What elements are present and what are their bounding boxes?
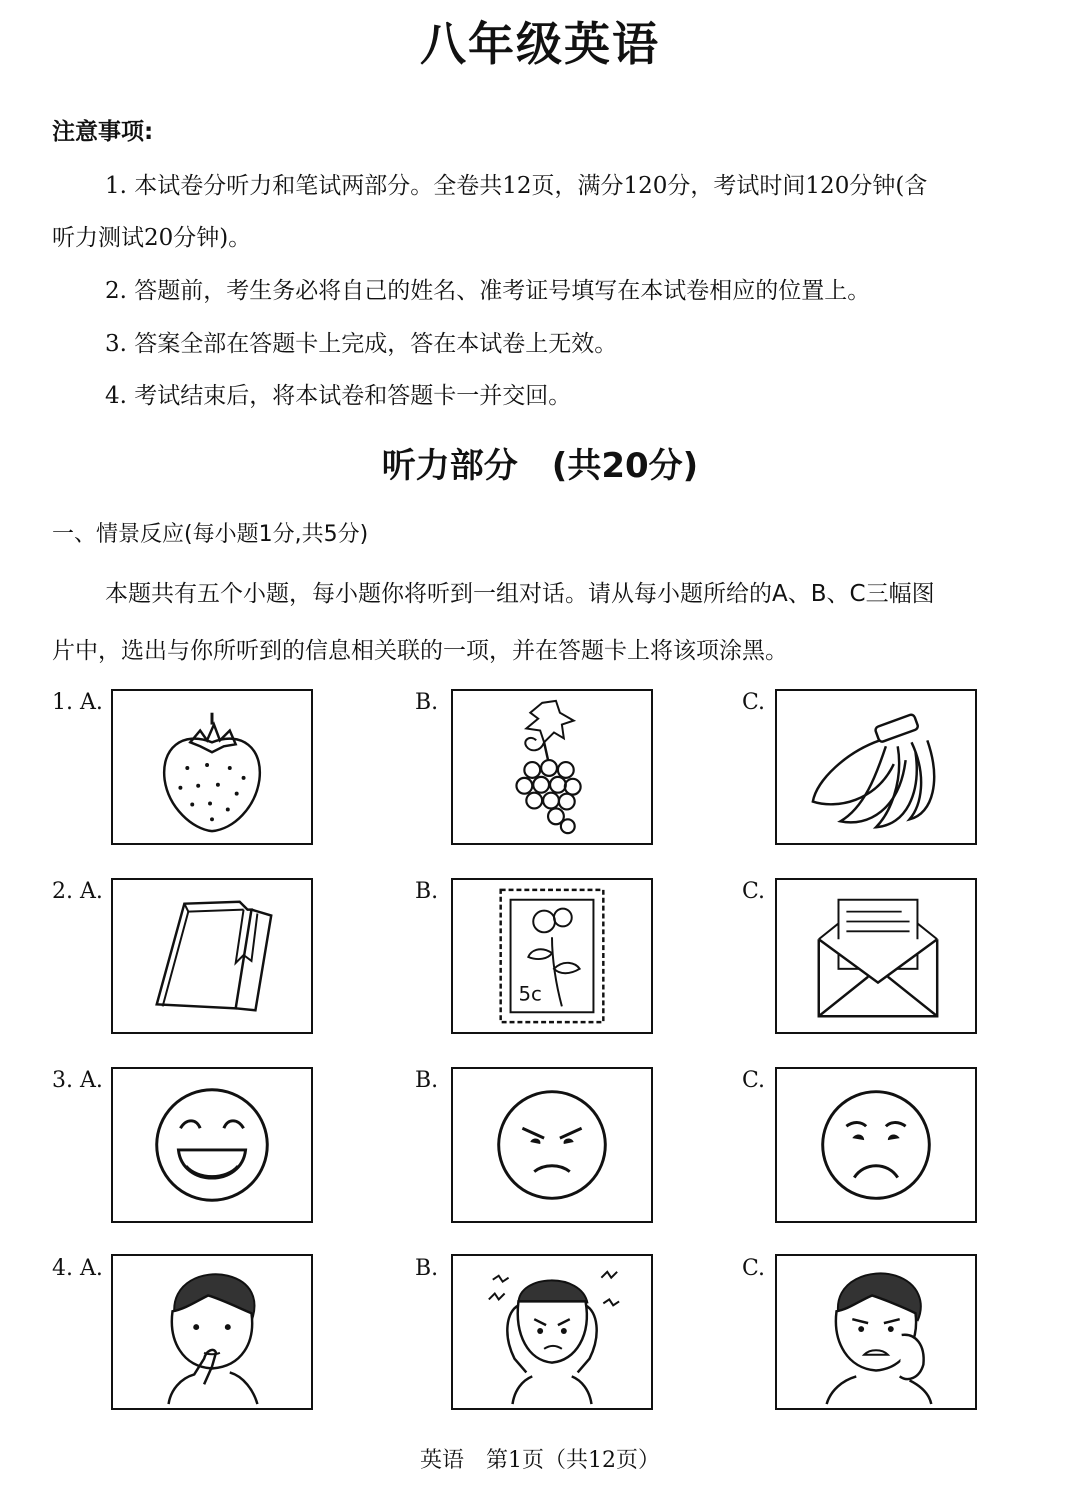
question-4-label: 4. A. [52, 1256, 103, 1281]
question-1-option-b[interactable] [451, 689, 653, 845]
notice-heading: 注意事项: [52, 119, 154, 145]
page-footer: 英语 第1页（共12页） [420, 1448, 660, 1473]
exam-title: 八年级英语 [420, 17, 660, 71]
question-3-option-c[interactable] [775, 1067, 977, 1223]
question-4-option-c-label: C. [742, 1256, 766, 1281]
angry-face-icon [453, 1069, 651, 1221]
happy-face-icon [113, 1069, 311, 1221]
stamp-value: 5c [518, 982, 542, 1006]
sad-face-icon [777, 1069, 975, 1221]
question-1-label: 1. A. [52, 690, 103, 715]
question-1-option-b-label: B. [415, 690, 439, 715]
envelope-letter-icon [777, 880, 975, 1032]
question-3-option-b-label: B. [415, 1068, 439, 1093]
part1-heading: 一、情景反应(每小题1分,共5分) [52, 522, 369, 547]
notice-item-4: 4. 考试结束后，将本试卷和答题卡一并交回。 [105, 383, 572, 409]
boy-toothache-icon [777, 1256, 975, 1408]
question-2-option-b[interactable] [451, 878, 653, 1034]
section-title: 听力部分 (共20分) [381, 446, 699, 486]
question-2-option-a[interactable] [111, 878, 313, 1034]
question-3-option-a[interactable] [111, 1067, 313, 1223]
question-1-option-c-label: C. [742, 690, 766, 715]
book-icon [113, 880, 311, 1032]
question-3-option-b[interactable] [451, 1067, 653, 1223]
question-2-option-c-label: C. [742, 879, 766, 904]
stamp-icon [453, 880, 651, 1032]
question-2-option-c[interactable] [775, 878, 977, 1034]
grapes-icon [453, 691, 651, 843]
question-4-option-c[interactable] [775, 1254, 977, 1410]
notice-item-1: 1. 本试卷分听力和笔试两部分。全卷共12页，满分120分，考试时间120分钟(含 [105, 173, 928, 199]
question-4-option-a[interactable] [111, 1254, 313, 1410]
boy-headache-icon [453, 1256, 651, 1408]
question-1-option-a[interactable] [111, 689, 313, 845]
part1-instruction-line1: 本题共有五个小题，每小题你将听到一组对话。请从每小题所给的A、B、C三幅图 [105, 581, 935, 607]
notice-item-2: 2. 答题前，考生务必将自己的姓名、准考证号填写在本试卷相应的位置上。 [105, 278, 871, 304]
question-4-option-b-label: B. [415, 1256, 439, 1281]
bananas-icon [777, 691, 975, 843]
notice-item-1-cont: 听力测试20分钟)。 [52, 225, 252, 251]
question-3-option-c-label: C. [742, 1068, 766, 1093]
question-2-option-b-label: B. [415, 879, 439, 904]
question-2-label: 2. A. [52, 879, 103, 904]
part1-instruction-line2: 片中，选出与你所听到的信息相关联的一项，并在答题卡上将该项涂黑。 [52, 638, 788, 664]
question-1-option-c[interactable] [775, 689, 977, 845]
question-4-option-b[interactable] [451, 1254, 653, 1410]
question-3-label: 3. A. [52, 1068, 103, 1093]
boy-touching-nose-icon [113, 1256, 311, 1408]
notice-item-3: 3. 答案全部在答题卡上完成，答在本试卷上无效。 [105, 331, 618, 357]
strawberry-icon [113, 691, 311, 843]
